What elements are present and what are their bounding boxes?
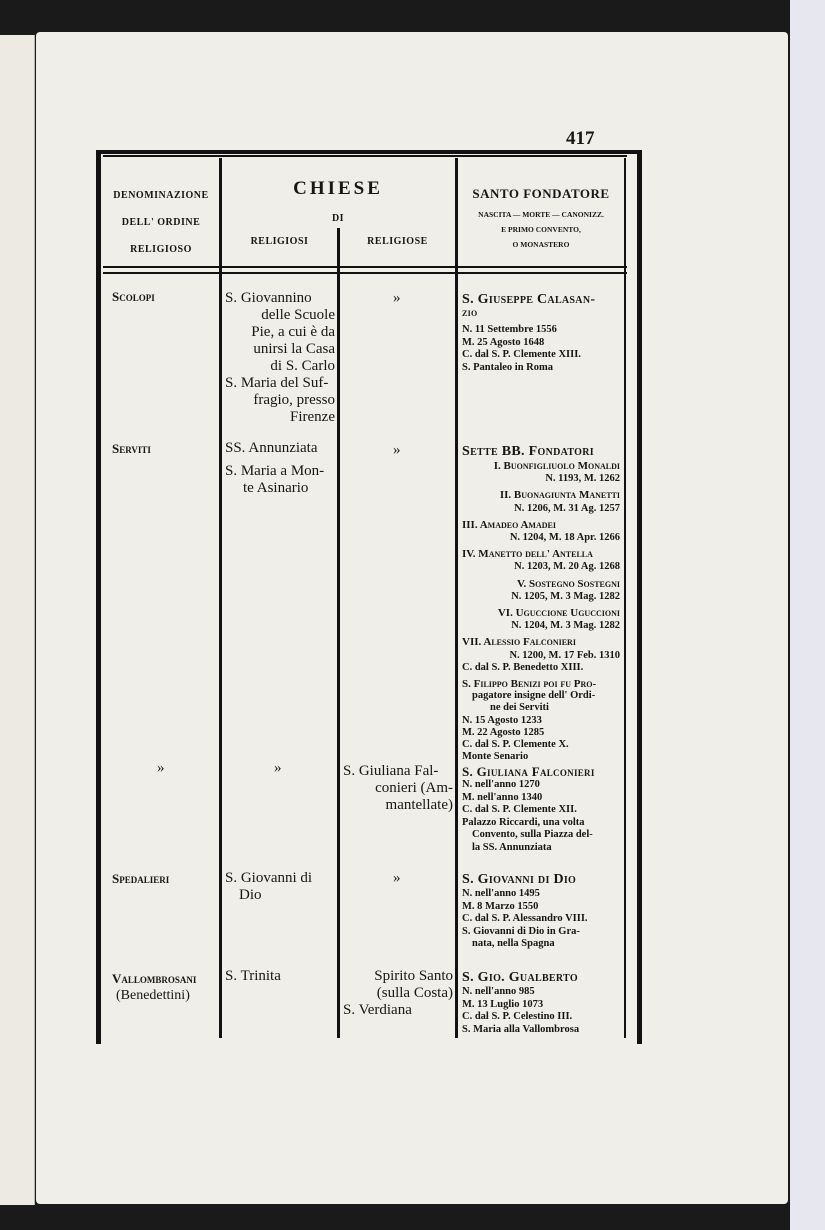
table-top-inner-rule [103,155,627,157]
page-number: 417 [566,128,595,149]
order-serviti: Serviti [112,441,151,456]
religiosi-vallombrosani: S. Trinita [225,968,281,984]
founder-serviti: Sette BB. Fondatori [462,444,594,459]
order-vallombrosani: Vallombrosani (Benedettini) [112,971,197,1003]
founder-vallombrosani: S. Gio. Gualberto [462,970,578,985]
header-fondatore-sub: NASCITA — MORTE — CANONIZZ. E PRIMO CONVENTO, O MONASTERO [478,210,604,249]
religiose-scolopi: » [393,290,401,306]
details-falconieri: N. nell'anno 1270 M. nell'anno 1340 C. dal S. P. Clemente XII. Palazzo Riccardi, una volta Convento, sulla Piazza del- la SS. Annunziata [462,779,593,853]
column-rule-2 [337,228,340,1038]
details-vallombrosani: N. nell'anno 985 M. 13 Luglio 1073 C. dal S. P. Celestino III. S. Maria alla Vallombrosa [462,986,580,1035]
religiose-serviti: » [393,442,401,458]
religiose-spedalieri: » [393,870,401,886]
header-di: DI [331,213,345,224]
header-fondatore: SANTO FONDATORE [472,186,610,201]
header-order: DENOMINAZIONE DELL' ORDINE RELIGIOSO [113,190,209,255]
header-religiosi: RELIGIOSI [250,236,309,247]
order-falconieri: » [157,760,165,776]
founder-falconieri: S. Giuliana Falconieri [462,764,595,779]
founder-spedalieri: S. Giovanni di Dio [462,872,577,887]
details-serviti: I. Buonfigliuolo Monaldi N. 1193, M. 1262 II. Buonagiunta Manetti N. 1206, M. 31 Ag. 1257 III. Amadeo Amadei N. 1204, M. 18 Apr. 1266 IV. Manetto dell' Antella N. 1203, M. 20 Ag. 1268 V. Sostegno Sostegni N. 1205, M. 3 Mag. 1282 VI. Uguccione Uguccioni N. 1204, M. 3 Mag. 1282 VII. Alessio Falconieri N. 1200, M. 17 Feb. 1310 C. dal S. P. Benedetto XIII. S. Filippo Benizi poi fu Pro- pagatore insigne dell' Ordi- ne dei Serviti N. 15 Agosto 1233 M. 22 Agosto 1285 C. dal S. P. Clemente X. Monte Senario [462,460,620,763]
header-rule-1 [103,266,627,268]
religiosi-serviti: SS. Annunziata S. Maria a Mon- te Asinario [225,440,325,496]
religiosi-scolopi: S. Giovannino delle Scuole Pie, a cui è da unirsi la Casa di S. Carlo S. Maria del Suf- fragio, presso Firenze [225,290,335,425]
founder-scolopi: S. Giuseppe Calasan- zio [462,292,596,319]
column-rule-1 [219,158,222,1038]
column-rule-inner-right [624,158,626,1038]
order-scolopi: Scolopi [112,289,155,304]
left-page-edge [0,35,35,1205]
header-chiese: CHIESE [293,178,383,199]
header-religiose: RELIGIOSE [367,236,428,247]
background-edge [790,0,825,1230]
column-rule-3 [455,158,458,1038]
religiose-falconieri: S. Giuliana Fal- conieri (Am- mantellate) [343,763,453,813]
details-scolopi: N. 11 Settembre 1556 M. 25 Agosto 1648 C. dal S. P. Clemente XIII. S. Pantaleo in Roma [462,324,581,373]
order-spedalieri: Spedalieri [112,871,170,886]
religiose-vallombrosani: Spirito Santo (sulla Costa) S. Verdiana [343,968,453,1018]
religiosi-falconieri: » [274,760,282,776]
religiosi-spedalieri: S. Giovanni di Dio [225,870,313,903]
details-spedalieri: N. nell'anno 1495 M. 8 Marzo 1550 C. dal S. P. Alessandro VIII. S. Giovanni di Dio in Gra- nata, nella Spagna [462,888,588,949]
header-rule-2 [103,272,627,274]
